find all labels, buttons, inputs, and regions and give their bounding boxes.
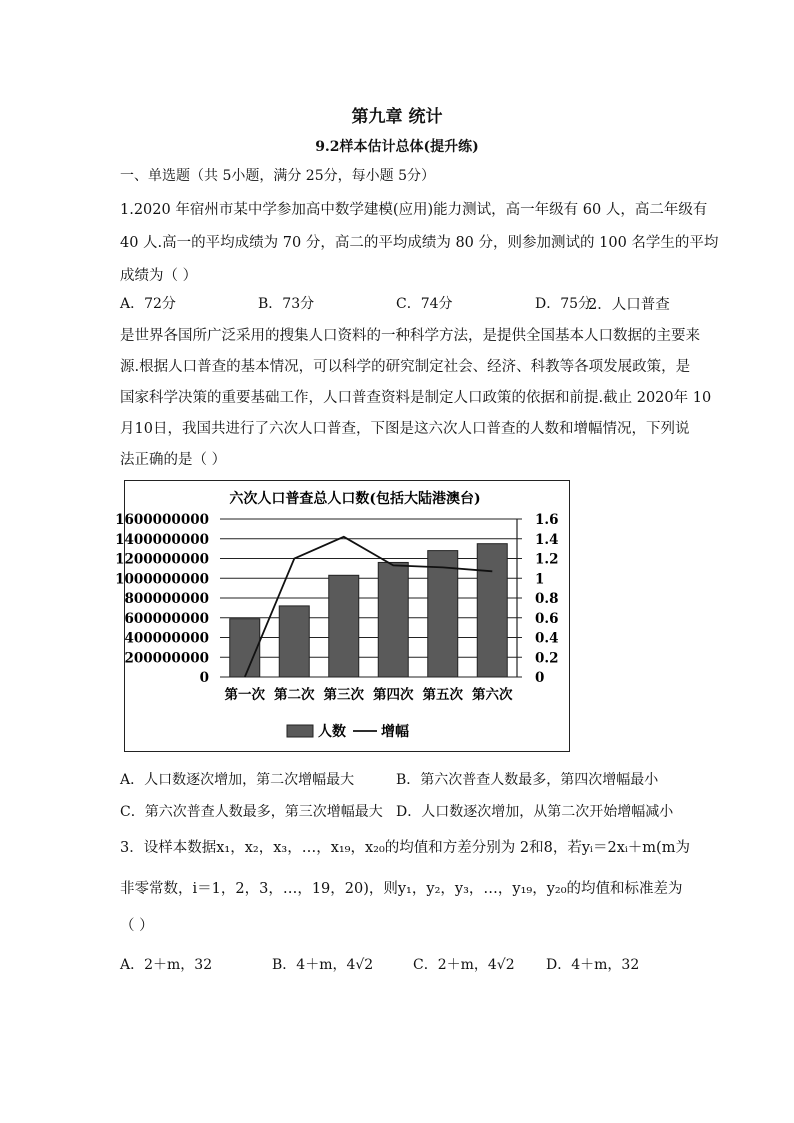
q3-line2: 非零常数，i＝1，2，3，…，19，20)，则y₁，y₂，y₃，…，y₁₉，y₂₀的均值和标准差为: [120, 881, 683, 897]
x-tick-label: 第四次: [373, 687, 414, 703]
right-tick-label: 0.8: [535, 591, 559, 607]
chart-svg: [115, 481, 568, 750]
chapter-title: 第九章 统计: [351, 107, 443, 127]
right-tick-label: 0.2: [535, 650, 559, 667]
q3-option-b[interactable]: B．4＋m，4√2: [272, 957, 374, 973]
left-tick-label: 1200000000: [115, 551, 209, 568]
q2-line3: 源.根据人口普查的基本情况，可以科学的研究制定社会、经济、科教等各项发展政策，是: [120, 359, 691, 375]
q2-line6: 法正确的是（ ）: [120, 452, 227, 468]
legend-label-population: 人数: [318, 724, 346, 740]
q1-line1: 1.2020 年宿州市某中学参加高中数学建模(应用)能力测试，高一年级有 60 人，高二年级有: [120, 202, 708, 218]
q3-option-c[interactable]: C．2＋m，4√2: [413, 957, 515, 973]
bar-6: [477, 544, 507, 677]
q2-line1: 2．人口普查: [588, 297, 670, 313]
bar-4: [378, 562, 408, 677]
right-tick-label: 0: [535, 670, 545, 686]
x-tick-label: 第二次: [274, 687, 315, 703]
x-tick-label: 第三次: [323, 687, 364, 703]
population-chart: [115, 480, 570, 752]
bar-3: [329, 575, 359, 677]
q3-line1: 3．设样本数据x₁，x₂，x₃，…，x₁₉，x₂₀的均值和方差分别为 2和8，若yᵢ＝2xᵢ＋m(m为: [120, 840, 690, 856]
q1-line2: 40 人.高一的平均成绩为 70 分，高二的平均成绩为 80 分，则参加测试的 100 名学生的平均: [120, 235, 719, 251]
q1-option-b[interactable]: B．73分: [258, 296, 315, 312]
right-tick-label: 1.4: [535, 531, 559, 548]
bar-5: [428, 551, 458, 677]
part-heading: 一、单选题（共 5小题，满分 25分，每小题 5分）: [120, 168, 435, 184]
x-tick-label: 第一次: [224, 687, 265, 703]
bar-2: [279, 606, 309, 677]
q2-option-c[interactable]: C．第六次普查人数最多，第三次增幅最大: [120, 804, 383, 820]
q1-option-d[interactable]: D．75分: [535, 296, 593, 312]
q3-option-a[interactable]: A．2＋m，32: [120, 957, 213, 973]
right-tick-label: 0.6: [535, 610, 559, 627]
q1-option-c[interactable]: C．74分: [396, 296, 453, 312]
left-tick-label: 600000000: [124, 610, 209, 627]
x-tick-label: 第五次: [422, 687, 463, 703]
right-tick-label: 0.4: [535, 630, 559, 647]
q2-line5: 月10日，我国共进行了六次人口普查，下图是这六次人口普查的人数和增幅情况，下列说: [120, 421, 690, 437]
q1-line3: 成绩为（ ）: [120, 268, 198, 284]
q2-option-d[interactable]: D．人口数逐次增加，从第二次开始增幅减小: [396, 804, 674, 820]
left-tick-label: 1600000000: [115, 512, 209, 528]
chart-title: 六次人口普查总人口数(包括大陆港澳台): [229, 491, 481, 507]
x-tick-label: 第六次: [472, 687, 513, 703]
q2-line4: 国家科学决策的重要基础工作，人口普查资料是制定人口政策的依据和前提.截止 2020年 10: [120, 390, 712, 406]
q2-option-b[interactable]: B．第六次普查人数最多，第四次增幅最小: [396, 772, 659, 788]
left-tick-label: 1000000000: [115, 571, 209, 588]
left-tick-label: 400000000: [124, 630, 209, 647]
section-title: 9.2样本估计总体(提升练): [315, 139, 479, 155]
q1-option-a[interactable]: A．72分: [120, 296, 176, 312]
legend-swatch-population: [287, 725, 313, 737]
legend-label-growth: 增幅: [381, 724, 409, 740]
left-tick-label: 0: [199, 670, 209, 686]
right-tick-label: 1: [535, 571, 545, 588]
bar-1: [230, 619, 260, 677]
right-tick-label: 1.2: [535, 551, 559, 568]
q2-line2: 是世界各国所广泛采用的搜集人口资料的一种科学方法，是提供全国基本人口数据的主要来: [120, 328, 700, 344]
right-tick-label: 1.6: [535, 512, 559, 528]
left-tick-label: 200000000: [124, 650, 209, 667]
q2-option-a[interactable]: A．人口数逐次增加，第二次增幅最大: [120, 772, 355, 788]
left-tick-label: 800000000: [124, 591, 209, 607]
q3-option-d[interactable]: D．4＋m，32: [546, 957, 640, 973]
left-tick-label: 1400000000: [115, 531, 209, 548]
q3-line3: （ ）: [120, 918, 154, 934]
